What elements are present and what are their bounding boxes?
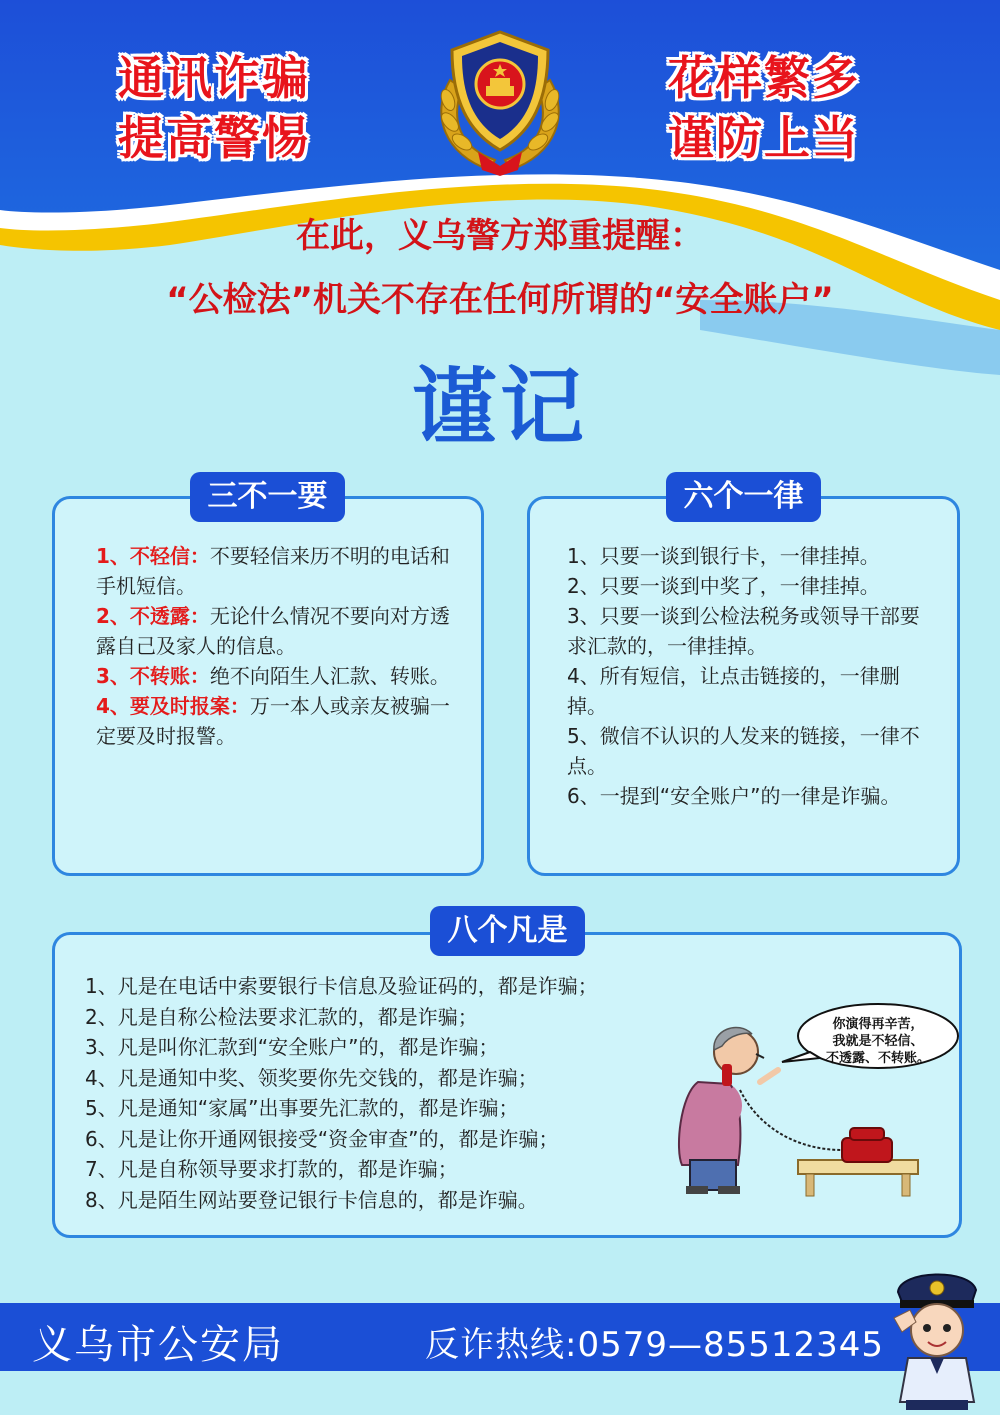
six-always-tag: 六个一律: [666, 472, 821, 522]
list-item: 2、凡是自称公检法要求汇款的，都是诈骗；: [85, 1004, 478, 1029]
slogan-left-line1: 通讯诈骗: [118, 51, 310, 105]
slogan-left-line2: 提高警惕: [118, 111, 310, 165]
list-item: 3、只要一谈到公检法税务或领导干部要求汇款的，一律挂掉。: [567, 604, 920, 658]
speech-line-1: 你演得再辛苦，: [832, 1017, 924, 1032]
list-item: 1、凡是在电话中索要银行卡信息及验证码的，都是诈骗；: [85, 974, 598, 998]
eight-whenever-tag: 八个凡是: [430, 906, 585, 956]
eight-whenever-list: [85, 971, 725, 1215]
slogan-right-line2: 谨防上当: [668, 111, 860, 165]
slogan-right-line1: 花样繁多: [668, 51, 860, 105]
item-text: 不要轻信来历不明的电话和手机短信。: [96, 544, 450, 598]
list-item: [96, 691, 466, 751]
list-item: 1、只要一谈到银行卡，一律挂掉。: [567, 544, 880, 568]
item-text: 万一本人或亲友被骗一定要及时报警。: [96, 694, 450, 748]
reminder-line-2: “公检法”机关不存在任何所谓的“安全账户”: [166, 280, 834, 320]
list-item: [96, 541, 466, 601]
police-mascot-illustration: [880, 1262, 990, 1412]
list-item: 2、只要一谈到中奖了，一律挂掉。: [567, 574, 880, 598]
six-always-list: [567, 541, 939, 811]
slogan-right: [668, 48, 968, 168]
list-item: [96, 661, 466, 691]
item-lead: 3、不转账：: [96, 664, 210, 688]
item-text: 无论什么情况不要向对方透露自己及家人的信息。: [96, 604, 450, 658]
footer-org: 义乌市公安局: [32, 1322, 284, 1368]
list-item: 7、凡是自称领导要求打款的，都是诈骗；: [85, 1157, 458, 1181]
list-item: 3、凡是叫你汇款到“安全账户”的，都是诈骗；: [85, 1035, 499, 1059]
speech-line-3: 不透露、不转账。: [825, 1051, 930, 1066]
item-lead: 1、不轻信：: [96, 544, 210, 568]
list-item: 6、一提到“安全账户”的一律是诈骗。: [567, 784, 901, 808]
list-item: 6、凡是让你开通网银接受“资金审查”的，都是诈骗；: [85, 1126, 559, 1151]
speech-line-2: 我就是不轻信、: [832, 1034, 924, 1049]
slogan-left: [118, 48, 418, 168]
item-lead: 4、要及时报案：: [96, 694, 250, 718]
list-item: 5、凡是通知“家属”出事要先汇款的，都是诈骗；: [85, 1096, 519, 1120]
speech-bubble-text: [803, 1016, 953, 1067]
list-item: 4、凡是通知中奖、领奖要你先交钱的，都是诈骗；: [85, 1065, 538, 1090]
footer-hotline: 反诈热线:0579—85512345: [425, 1325, 885, 1365]
three-nots-list: [96, 541, 466, 751]
reminder-line-1: 在此，义乌警方郑重提醒：: [296, 216, 704, 256]
item-lead: 2、不透露：: [96, 604, 210, 628]
list-item: 8、凡是陌生网站要登记银行卡信息的，都是诈骗。: [85, 1187, 538, 1212]
list-item: [96, 601, 466, 661]
police-emblem-icon: [420, 20, 580, 180]
page-title: 谨记: [411, 358, 588, 456]
three-nots-tag: 三不一要: [190, 472, 345, 522]
list-item: 4、所有短信，让点击链接的，一律删掉。: [567, 664, 900, 718]
item-text: 绝不向陌生人汇款、转账。: [209, 664, 450, 688]
list-item: 5、微信不认识的人发来的链接，一律不点。: [567, 724, 920, 778]
